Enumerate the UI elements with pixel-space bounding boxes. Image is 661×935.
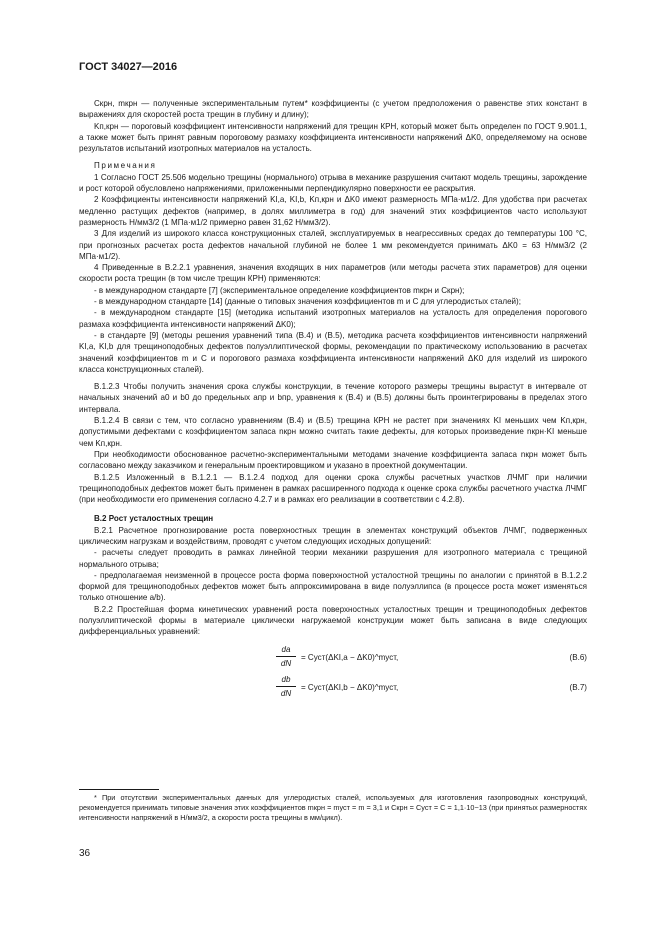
section-title: В.2 Рост усталостных трещин	[94, 514, 214, 524]
clause-b-1-2-3: В.1.2.3 Чтобы получить значения срока службы конструкции, в течение которого размеры трещины вырастут в интервале от начальных значений a0 и b0 до предельных aпр и bпр, уравнения к (В.4) и (В.5) должны быть проинтегрированы в пределах этого интервала.	[79, 382, 587, 414]
formula-b6	[79, 644, 587, 674]
formula-b6-numerator: da	[276, 644, 296, 657]
formula-b7	[79, 674, 587, 704]
note-4-item-a: - в международном стандарте [7] (экспериментальное определение коэффициентов mкрн и Cкрн);	[94, 285, 465, 295]
footnote	[79, 793, 587, 823]
note-4-item-b: - в международном стандарте [14] (данные о типовых значения коэффициентов m и C для углеродистых сталей);	[94, 297, 521, 307]
clause-b-2-2: В.2.2 Простейшая форма кинетических уравнений роста поверхностных усталостных трещин и трещиноподобных дефектов полуэллиптической формы в материале циклически нагружаемой конструкции может быть записана в виде следующих дифференциальных уравнений:	[79, 604, 587, 637]
note-4-item-d: - в стандарте [9] (методы решения уравнений типа (В.4) и (В.5), методика расчета коэффициентов интенсивности напряжений KI,a, KI,b для трещиноподобных дефектов полуэллиптической формы, рекомендации по практическому использованию в расчетах значений коэффициентов m и C и порогового размаха коэффициента интенсивности напряжений ΔK0 для изделий из широкого класса конструкционных сталей).	[79, 330, 587, 374]
clause-b-1-2-5: В.1.2.5 Изложенный в В.1.2.1 — В.1.2.4 подход для оценки срока службы расчетных участков ЛЧМГ при наличии трещиноподобных дефектов может быть применен в рамках расширенного подхода к оценке срока службы расчетного участка ЛЧМГ (при необходимости его применения согласно 4.2.7 и в рамках его реализации в соответствии с 4.2.8).	[79, 472, 587, 505]
formula-b7-fraction	[276, 674, 296, 700]
document-header: ГОСТ 34027—2016	[79, 61, 178, 73]
formula-b7-denominator: dN	[280, 688, 292, 698]
clause-b-1-2-4: В.1.2.4 В связи с тем, что согласно уравнениям (В.4) и (В.5) трещина КРН не растет при значениях KI меньших чем Kп,крн, допустимыми дефектами с коэффициентом запаса nкрн можно считать такие дефекты, для которых произведение nкрн·KI меньше чем Kп,крн.	[79, 416, 587, 448]
formula-b6-denominator: dN	[280, 658, 292, 668]
note-2: 2 Коэффициенты интенсивности напряжений KI,a, KI,b, Kп,крн и ΔK0 имеют размерность МПа·м1/2. Для удобства при расчетах медленно растущих дефектов (например, в долях миллиметра в год) для значений этих коэффициентов часто используют размерность Н/мм3/2 (1 МПа·м1/2 примерно равен 31,62 Н/мм3/2).	[79, 195, 587, 227]
note-4-item-c: - в международном стандарте [15] (методика испытаний изотропных материалов на усталость для определения порогового размаха коэффициента интенсивности напряжений ΔK0);	[79, 308, 587, 329]
document-body	[79, 98, 587, 704]
paragraph-c-m-coefficients: Cкрн, mкрн — полученные экспериментальным путем* коэффициенты (с учетом предположения о равенстве этих констант в выражениях для скоростей роста трещин в глубину и длину);	[79, 99, 587, 120]
formula-b7-numerator: db	[276, 674, 296, 687]
formula-b7-rhs: = Cуст(ΔKI,b − ΔK0)^mуст,	[301, 682, 399, 692]
note-1: 1 Согласно ГОСТ 25.506 модельно трещины (нормального) отрыва в механике разрушения считают модель трещины, зарождение и рост которой обусловлено напряжениями, приложенными перпендикулярно поверхности ее раскрытия.	[79, 172, 587, 194]
formula-b6-rhs: = Cуст(ΔKI,a − ΔK0)^mуст,	[301, 652, 399, 662]
footnote-text: * При отсутствии экспериментальных данных для углеродистых сталей, используемых для изготовления газопроводных конструкций, рекомендуется принимать типовые значения этих коэффициентов mкрн = mуст = m = 3,1 и Cкрн = Cуст = C = 1,1·10−13 (при принятых размерностях интенсивности напряжений в Н/мм3/2, а скорости роста трещины в мм/цикл).	[79, 793, 587, 822]
notes-heading: Примечания	[94, 161, 157, 171]
page-number: 36	[79, 848, 91, 859]
footnote-divider	[79, 789, 159, 790]
formula-b6-fraction	[276, 644, 296, 670]
clause-b-2-1-item-b: - предполагаемая неизменной в процессе роста форма поверхностной усталостной трещины по аналогии с принятой в В.1.2.2 формой для трещиноподобных дефектов может быть аппроксимирована в виде полуэллипса (в процессе роста может изменяться только отношение a/b).	[79, 570, 587, 603]
paragraph-k-threshold: Kп,крн — пороговый коэффициент интенсивности напряжений для трещин КРН, который может быть определен по ГОСТ 9.901.1, а также может быть принят равным пороговому размаху коэффициента интенсивности напряжений ΔK0, определяемому на основе результатов испытаний изотропных материалов на усталость.	[79, 121, 587, 154]
clause-b-1-2-4-cont: При необходимости обоснованное расчетно-экспериментальными методами значение коэффициента запаса nкрн может быть согласовано между заказчиком и генеральным проектировщиком и указано в проектной документации.	[79, 449, 587, 471]
formula-b6-label: (В.6)	[569, 652, 587, 662]
formula-b7-label: (В.7)	[569, 682, 587, 692]
note-4: 4 Приведенные в В.2.2.1 уравнения, значения входящих в них параметров (или методы расчета этих параметров) для оценки скорости роста трещин (в том числе трещин КРН) применяются:	[79, 263, 587, 284]
clause-b-2-1-item-a: - расчеты следует проводить в рамках линейной теории механики разрушения для изотропного материала с трещиной нормального отрыва;	[79, 548, 587, 569]
note-3: 3 Для изделий из широкого класса конструкционных сталей, эксплуатируемых в неагрессивных средах до температуры 100 °С, при прогнозных расчетах роста дефектов начальной глубиной не более 1 мм рекомендуется принимать ΔK0 = 63 Н/мм3/2 (2 МПа·м1/2).	[79, 229, 587, 261]
clause-b-2-1: В.2.1 Расчетное прогнозирование роста поверхностных трещин в элементах конструкций объектов ЛЧМГ, подверженных циклическим нагрузкам и воздействиям, проводят с учетом следующих исходных допущений:	[79, 525, 587, 546]
